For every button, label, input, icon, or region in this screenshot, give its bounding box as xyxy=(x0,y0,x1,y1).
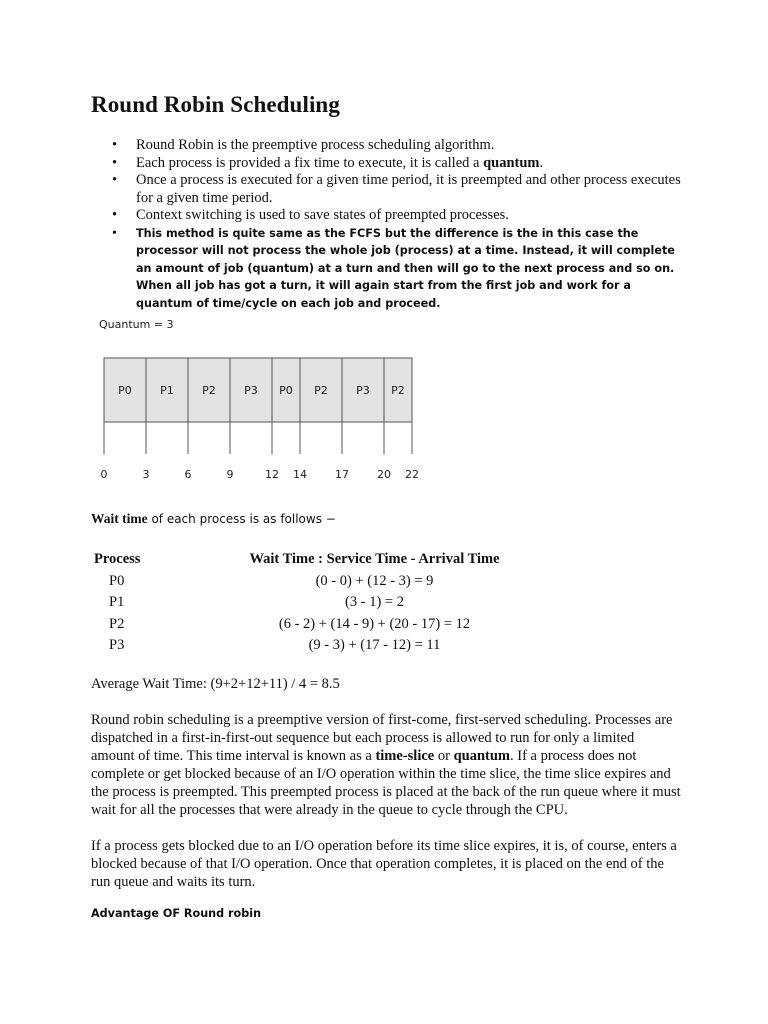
gantt-tick-label: 22 xyxy=(405,468,419,481)
wait-time-term: Wait time xyxy=(91,511,148,526)
table-row xyxy=(91,614,507,636)
process-cell: P0 xyxy=(109,572,125,589)
bullet-marker: • xyxy=(112,137,118,153)
wait-formula-cell: (3 - 1) = 2 xyxy=(345,594,404,611)
table-row xyxy=(91,635,507,657)
gantt-tick-label: 20 xyxy=(377,468,391,481)
header-wait-time: Wait Time : Service Time - Arrival Time xyxy=(249,551,500,568)
gantt-chart xyxy=(90,348,430,488)
bullet-text: This method is quite same as the FCFS but the difference is the in this case the processor will not process the whole job (process) at a time. Instead, it will complete an amount of job (quantum) at a turn and then will go to the next process and so on. When all job has got a turn, it will again start from the first job and work for a quantum of time/cycle on each job and proceed. xyxy=(136,226,675,310)
table-row xyxy=(91,571,507,593)
bullet-item xyxy=(112,172,682,207)
wait-formula-cell: (0 - 0) + (12 - 3) = 9 xyxy=(315,572,434,589)
header-process: Process xyxy=(94,551,141,568)
paragraph-blocked: If a process gets blocked due to an I/O operation before its time slice expires, it is, of course, enters a blocked because of that I/O operation. Once that operation completes, it is placed on the end of the run queue and waits its turn. xyxy=(91,838,677,890)
wait-time-table xyxy=(91,549,507,657)
bullet-text: Round Robin is the preemptive process scheduling algorithm. xyxy=(136,137,495,153)
bullet-item xyxy=(112,137,682,155)
wait-formula-cell: (6 - 2) + (14 - 9) + (20 - 17) = 12 xyxy=(278,615,471,632)
process-cell: P3 xyxy=(109,637,125,654)
bullet-marker: • xyxy=(112,225,117,241)
page-title: Round Robin Scheduling xyxy=(91,92,340,117)
gantt-tick-label: 9 xyxy=(226,468,234,481)
bullet-text: Context switching is used to save states of preempted processes. xyxy=(136,207,509,223)
process-cell: P1 xyxy=(109,594,125,611)
gantt-segment-label: P2 xyxy=(202,384,216,397)
gantt-tick-label: 6 xyxy=(184,468,192,481)
bullet-marker: • xyxy=(112,207,118,223)
gantt-tick-label: 14 xyxy=(293,468,307,481)
bullet-item xyxy=(112,225,682,313)
term-quantum: quantum xyxy=(453,748,510,764)
bullet-text: Once a process is executed for a given time period, it is preempted and other process executes for a given time period. xyxy=(136,172,681,206)
average-wait-time: Average Wait Time: (9+2+12+11) / 4 = 8.5 xyxy=(91,676,340,692)
gantt-tick-label: 0 xyxy=(100,468,108,481)
wait-formula-cell: (9 - 3) + (17 - 12) = 11 xyxy=(308,637,441,654)
gantt-tick-label: 12 xyxy=(265,468,279,481)
paragraph-round-robin xyxy=(91,711,681,819)
bullet-text-end: . xyxy=(539,154,544,171)
gantt-segment-label: P3 xyxy=(356,384,370,397)
bullet-text: Each process is provided a fix time to execute, it is called a xyxy=(136,154,484,171)
bullet-item xyxy=(112,207,682,225)
bullet-item xyxy=(112,155,682,173)
advantage-heading: Advantage OF Round robin xyxy=(91,907,262,920)
quantum-label: Quantum = 3 xyxy=(99,318,174,331)
bullet-list xyxy=(112,137,682,312)
bullet-marker: • xyxy=(112,154,118,171)
process-cell: P2 xyxy=(109,615,125,632)
term-time-slice: time-slice xyxy=(375,748,435,764)
paragraph-text: Round robin scheduling is a preemptive version of first-come, first-served scheduling. Processes are dispatched in a first-in-first-out sequence but each process is allowed to run for only a limited amount of time. This time interval is known as a xyxy=(91,712,673,764)
gantt-tick-label: 3 xyxy=(142,468,150,481)
table-header-row xyxy=(91,549,507,571)
gantt-segment-label: P0 xyxy=(279,384,293,397)
wait-time-intro xyxy=(91,511,336,527)
table-row xyxy=(91,592,507,614)
bullet-marker: • xyxy=(112,172,118,188)
paragraph-text: . If a process does not complete or get blocked because of an I/O operation within the time slice, the time slice expires and the process is preempted. This preempted process is placed at the back of the run queue where it must wait for all the processes that were already in the queue to cycle through the CPU. xyxy=(91,748,681,818)
gantt-segment-label: P1 xyxy=(160,384,174,397)
gantt-tick-label: 17 xyxy=(335,468,349,481)
gantt-segment-label: P3 xyxy=(244,384,258,397)
paragraph-text: or xyxy=(434,748,454,764)
bullet-bold-term: quantum xyxy=(483,154,540,171)
gantt-segment-label: P0 xyxy=(118,384,132,397)
gantt-segment-label: P2 xyxy=(391,384,405,397)
gantt-segment-label: P2 xyxy=(314,384,328,397)
wait-time-intro-text: of each process is as follows − xyxy=(147,512,336,526)
